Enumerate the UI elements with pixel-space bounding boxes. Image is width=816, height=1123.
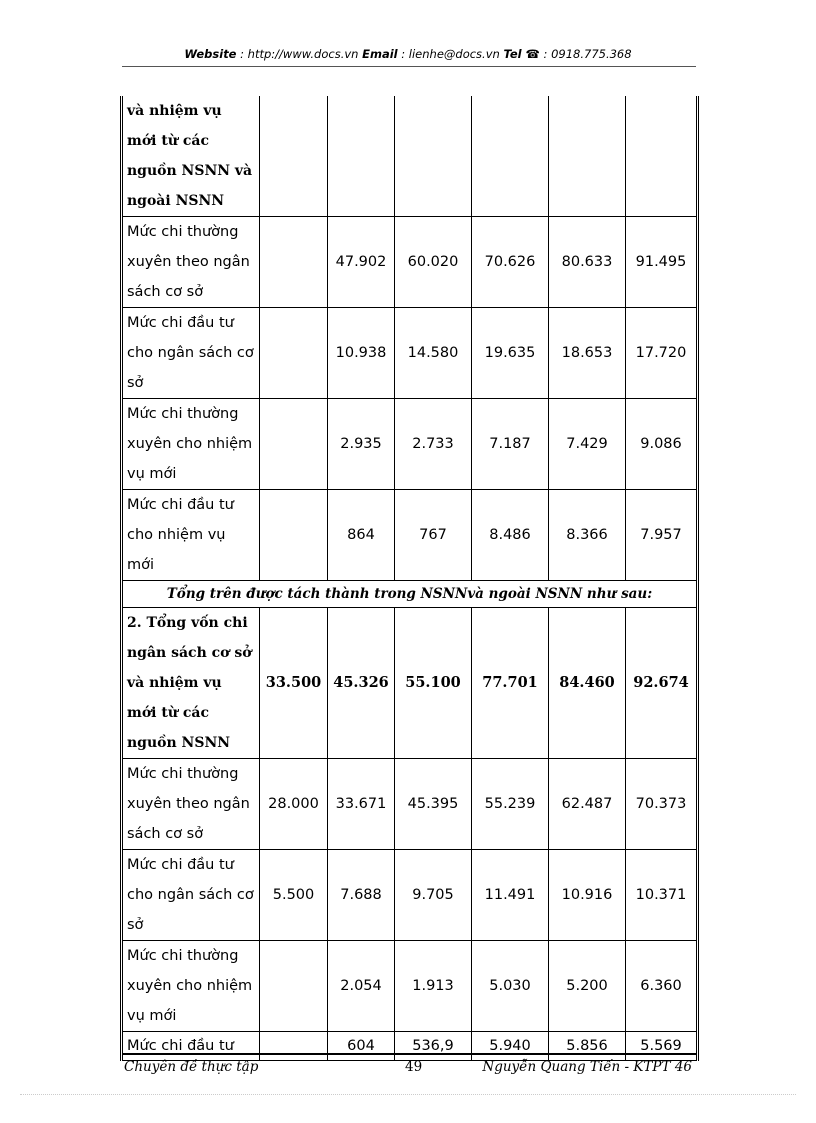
page-number: 49 [405, 1059, 423, 1075]
row-label: Mức chi thường xuyên cho nhiệm vụ mới [122, 399, 260, 490]
value-cell: 55.100 [395, 608, 472, 759]
header-rule [122, 66, 696, 67]
website-label: Website [184, 47, 237, 61]
value-cell: 92.674 [626, 608, 698, 759]
value-cell: 8.486 [472, 490, 549, 581]
section-note: Tổng trên được tách thành trong NSNNvà ngoài NSNN như sau: [122, 581, 698, 608]
value-cell: 10.916 [549, 850, 626, 941]
value-cell: 10.938 [328, 308, 395, 399]
table-row [122, 490, 698, 581]
table-row [122, 941, 698, 1032]
value-cell: 7.688 [328, 850, 395, 941]
row-label: Mức chi đầu tư cho ngân sách cơ sở [122, 308, 260, 399]
email-label: Email [362, 47, 398, 61]
value-cell: 5.569 [626, 1032, 698, 1061]
value-cell: 5.500 [260, 850, 328, 941]
row-label: Mức chi thường xuyên cho nhiệm vụ mới [122, 941, 260, 1032]
value-cell: 91.495 [626, 217, 698, 308]
value-cell: 5.200 [549, 941, 626, 1032]
value-cell: 9.086 [626, 399, 698, 490]
table-row [122, 608, 698, 759]
value-cell: 70.626 [472, 217, 549, 308]
table-row [122, 759, 698, 850]
table-row [122, 308, 698, 399]
value-cell [395, 96, 472, 217]
value-cell: 8.366 [549, 490, 626, 581]
row-label: Mức chi đầu tư cho ngân sách cơ sở [122, 850, 260, 941]
value-cell: 70.373 [626, 759, 698, 850]
value-cell: 7.957 [626, 490, 698, 581]
value-cell: 767 [395, 490, 472, 581]
value-cell [260, 308, 328, 399]
value-cell: 9.705 [395, 850, 472, 941]
tel-value: : 0918.775.368 [539, 47, 632, 61]
value-cell: 5.940 [472, 1032, 549, 1061]
value-cell: 18.653 [549, 308, 626, 399]
value-cell: 864 [328, 490, 395, 581]
row-label: 2. Tổng vốn chi ngân sách cơ sở và nhiệm vụ mới từ các nguồn NSNN [122, 608, 260, 759]
row-label: Mức chi thường xuyên theo ngân sách cơ sở [122, 759, 260, 850]
value-cell: 28.000 [260, 759, 328, 850]
table-row [122, 399, 698, 490]
value-cell: 77.701 [472, 608, 549, 759]
value-cell [260, 96, 328, 217]
value-cell: 19.635 [472, 308, 549, 399]
value-cell [260, 1032, 328, 1061]
footer-title: Chuyên đề thực tập [124, 1059, 259, 1075]
value-cell: 55.239 [472, 759, 549, 850]
value-cell [260, 217, 328, 308]
value-cell [472, 96, 549, 217]
row-label: Mức chi đầu tư [122, 1032, 260, 1061]
table-row [122, 96, 698, 217]
value-cell: 84.460 [549, 608, 626, 759]
value-cell: 45.395 [395, 759, 472, 850]
email-value: : lienhe@docs.vn [397, 47, 504, 61]
value-cell [260, 941, 328, 1032]
row-label: Mức chi thường xuyên theo ngân sách cơ sở [122, 217, 260, 308]
value-cell: 80.633 [549, 217, 626, 308]
table-row [122, 850, 698, 941]
value-cell: 10.371 [626, 850, 698, 941]
table-row [122, 217, 698, 308]
value-cell: 17.720 [626, 308, 698, 399]
value-cell: 60.020 [395, 217, 472, 308]
value-cell [260, 399, 328, 490]
table-row [122, 581, 698, 608]
value-cell: 45.326 [328, 608, 395, 759]
value-cell: 2.935 [328, 399, 395, 490]
table-body [122, 96, 698, 1061]
value-cell: 47.902 [328, 217, 395, 308]
table-row [122, 1032, 698, 1061]
page-bottom-border [20, 1094, 796, 1095]
tel-label: Tel ☎ [503, 47, 540, 61]
value-cell: 33.671 [328, 759, 395, 850]
value-cell: 14.580 [395, 308, 472, 399]
page-header [0, 47, 816, 61]
value-cell: 536,9 [395, 1032, 472, 1061]
value-cell: 62.487 [549, 759, 626, 850]
footer-author: Nguyễn Quang Tiến - KTPT 46 [482, 1059, 692, 1075]
website-value: : http://www.docs.vn [236, 47, 363, 61]
value-cell: 2.733 [395, 399, 472, 490]
value-cell: 2.054 [328, 941, 395, 1032]
footer-rule [122, 1053, 696, 1055]
value-cell: 7.429 [549, 399, 626, 490]
value-cell [260, 490, 328, 581]
row-label: Mức chi đầu tư cho nhiệm vụ mới [122, 490, 260, 581]
row-label: và nhiệm vụ mới từ các nguồn NSNN và ngoài NSNN [122, 96, 260, 217]
value-cell: 604 [328, 1032, 395, 1061]
value-cell: 5.030 [472, 941, 549, 1032]
value-cell [549, 96, 626, 217]
value-cell: 5.856 [549, 1032, 626, 1061]
value-cell [626, 96, 698, 217]
value-cell: 33.500 [260, 608, 328, 759]
value-cell: 11.491 [472, 850, 549, 941]
value-cell: 6.360 [626, 941, 698, 1032]
value-cell [328, 96, 395, 217]
budget-table [120, 96, 699, 1061]
value-cell: 7.187 [472, 399, 549, 490]
value-cell: 1.913 [395, 941, 472, 1032]
